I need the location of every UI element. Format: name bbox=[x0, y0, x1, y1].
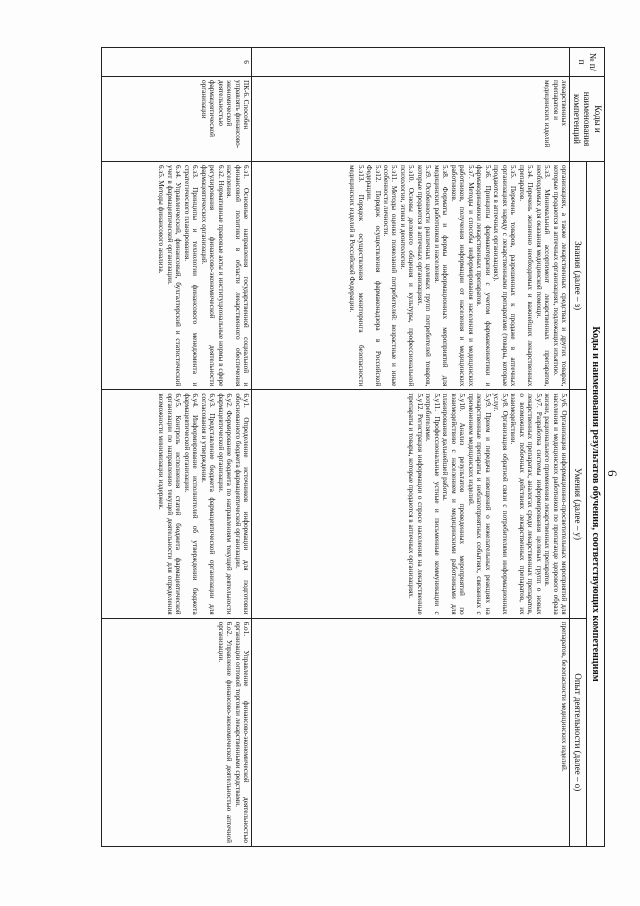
experience-item: препаратов, безопасности медицинских изделий. bbox=[560, 621, 569, 772]
knowledge-item: 5.з10. Основы делового общения и культуры, профессиональной психологии, этики и деонтологии. bbox=[398, 165, 416, 387]
header-num: № п/п bbox=[570, 48, 605, 77]
row-skills bbox=[252, 390, 570, 618]
row-knowledge bbox=[102, 162, 252, 390]
knowledge-item: 6.з5. Методы финансового анализа. bbox=[157, 165, 166, 274]
skill-item: 5.у9. Прием и передача извещений о нежелательных реакциях на лекарственные препараты и неблагоприятных событиях, связанных с применением медицинских изделий. bbox=[466, 393, 492, 615]
skill-item: 5.у6. Организация информационно-просветительных мероприятий для населения и медицинских работников по пропаганде здорового образа жизни, рационального применения лекарственных препаратов. bbox=[543, 393, 569, 615]
row-experience bbox=[102, 618, 252, 846]
row-num bbox=[252, 48, 570, 77]
knowledge-item: 5.з13. Порядок осуществления мониторинга безопасности медицинских изделий в Российской Федерации. bbox=[348, 165, 365, 387]
knowledge-item: 6.з4. Управленческий, финансовый, бухгалтерский и статистический учет в фармацевтической организации. bbox=[165, 165, 183, 387]
skill-item: 6.у4. Информирование исполнителей об утверждении бюджета фармацевтической организации. bbox=[182, 393, 200, 615]
header-codes: Коды и наименования компетенций bbox=[570, 77, 605, 162]
knowledge-item: 5.з9. Особенности различных целевых групп потребителей товаров, которые продаются в аптечных организациях. bbox=[415, 165, 433, 387]
row-experience bbox=[252, 618, 570, 846]
knowledge-item: 5.з12. Порядок осуществления фармаконадзора в Российской Федерации. bbox=[365, 165, 382, 387]
skill-item: 6.у2. Формирование бюджета по направлениям текущей деятельности фармацевтической организации. bbox=[216, 393, 234, 615]
skill-item: 5.у10. Анализ результатов проведенных мероприятий по взаимодействию с населением и медицинскими работниками для планирования дальнейшей работы. bbox=[441, 393, 467, 615]
knowledge-item: 6.з1. Основные направления государственной социальной и финансовой политики в области лекарственного обеспечения населения. bbox=[225, 165, 251, 387]
skill-item: 5.у8. Организация обратной связи с потребителями информационных услуг. bbox=[492, 393, 509, 615]
rotated-table-sheet bbox=[45, 47, 605, 847]
knowledge-item: 6.з3. Принципы и технологии финансового менеджмента и стратегического планирования. bbox=[182, 165, 200, 387]
knowledge-item: 5.з6. Принципы фармакотерапии с учетом фармакокинетики и фармакодинамики лекарственных препаратов. bbox=[475, 165, 492, 387]
row-num: 6 bbox=[102, 48, 252, 77]
experience-item: 6.о2. Управление финансово-экономической деятельностью аптечной организации. bbox=[216, 621, 234, 843]
row-code: лекарственных препаратов и медицинских изделий bbox=[252, 77, 570, 162]
knowledge-item: 5.з7. Методы и способы информирования населения и медицинских работников, получения информации от населения и медицинских работников. bbox=[449, 165, 475, 387]
knowledge-item: организациях, а также лекарственных средствах и других товарах, которые продаются в аптечных организациях, подлежащих изъятию. bbox=[551, 165, 569, 387]
experience-item: 6.о1. Управление финансово-экономической деятельностью организации оптовой торговли лекарственными средствами. bbox=[233, 621, 251, 843]
knowledge-item: 6.з2. Нормативные правовые акты и институциональные нормы в сфере регулирования финансово-экономической деятельности фармацевтических организаций. bbox=[199, 165, 225, 387]
skill-item: 5.у7. Разработка системы информирования целевых групп о новых лекарственных препаратах, аналогах среди лекарственных препаратов, о возможных побочных действиях лекарственных препаратов, их взаимодействии. bbox=[509, 393, 543, 615]
skill-item: 6.у5. Контроль исполнения статей бюджета фармацевтической организации по направлению текущей деятельности для определения возможности минимизации издержек. bbox=[157, 393, 183, 615]
knowledge-item: 5.з3. Минимальный ассортимент лекарственных препаратов, необходимых для оказания медицинской помощи. bbox=[534, 165, 552, 387]
competencies-table bbox=[101, 47, 605, 847]
row-knowledge bbox=[252, 162, 570, 390]
knowledge-item: 5.з5. Перечень товаров, разрешенных к продаже в аптечных организациях наряду с лекарственными препаратами (товары, которые продаются в аптечных организациях). bbox=[492, 165, 518, 387]
header-experience: Опыт деятельности (далее – о) bbox=[570, 618, 587, 846]
row-skills bbox=[102, 390, 252, 618]
skill-item: 5.у12. Регистрация информации о спросе населения на лекарственные препараты и товары, которые продаются в аптечных организациях. bbox=[407, 393, 424, 615]
knowledge-item: 5.з8. Форматы и формы информационных мероприятий для медицинских работников и населения. bbox=[432, 165, 450, 387]
skill-item: 5.у11. Профессиональные устные и письменные коммуникации с потребителями. bbox=[424, 393, 441, 615]
row-code: ПК-6. Способен управлять финансово-экономической деятельностью фармацевтической организации bbox=[102, 77, 252, 162]
skill-item: 6.у3. Представление бюджета фармацевтической организации для согласования и утверждения. bbox=[199, 393, 217, 615]
header-skills: Умения (далее – у) bbox=[570, 390, 587, 618]
header-results: Коды и наименования результатов обучения, соответствующих компетенциям bbox=[586, 162, 604, 847]
knowledge-item: 5.з4. Перечень жизненно необходимых и важнейших лекарственных препаратов. bbox=[517, 165, 535, 387]
table-row bbox=[102, 48, 252, 847]
table-row bbox=[252, 48, 570, 847]
header-knowledge: Знания (далее – з) bbox=[570, 162, 587, 390]
page-number: 6 bbox=[605, 470, 620, 477]
knowledge-item: 5.з11. Методы оценки пожеланий потребителей: возрастные и иные особенности личности. bbox=[382, 165, 399, 387]
skill-item: 6.у1. Определение источников информации для подготовки обоснованного бюджета фармацевтической организации. bbox=[233, 393, 251, 615]
